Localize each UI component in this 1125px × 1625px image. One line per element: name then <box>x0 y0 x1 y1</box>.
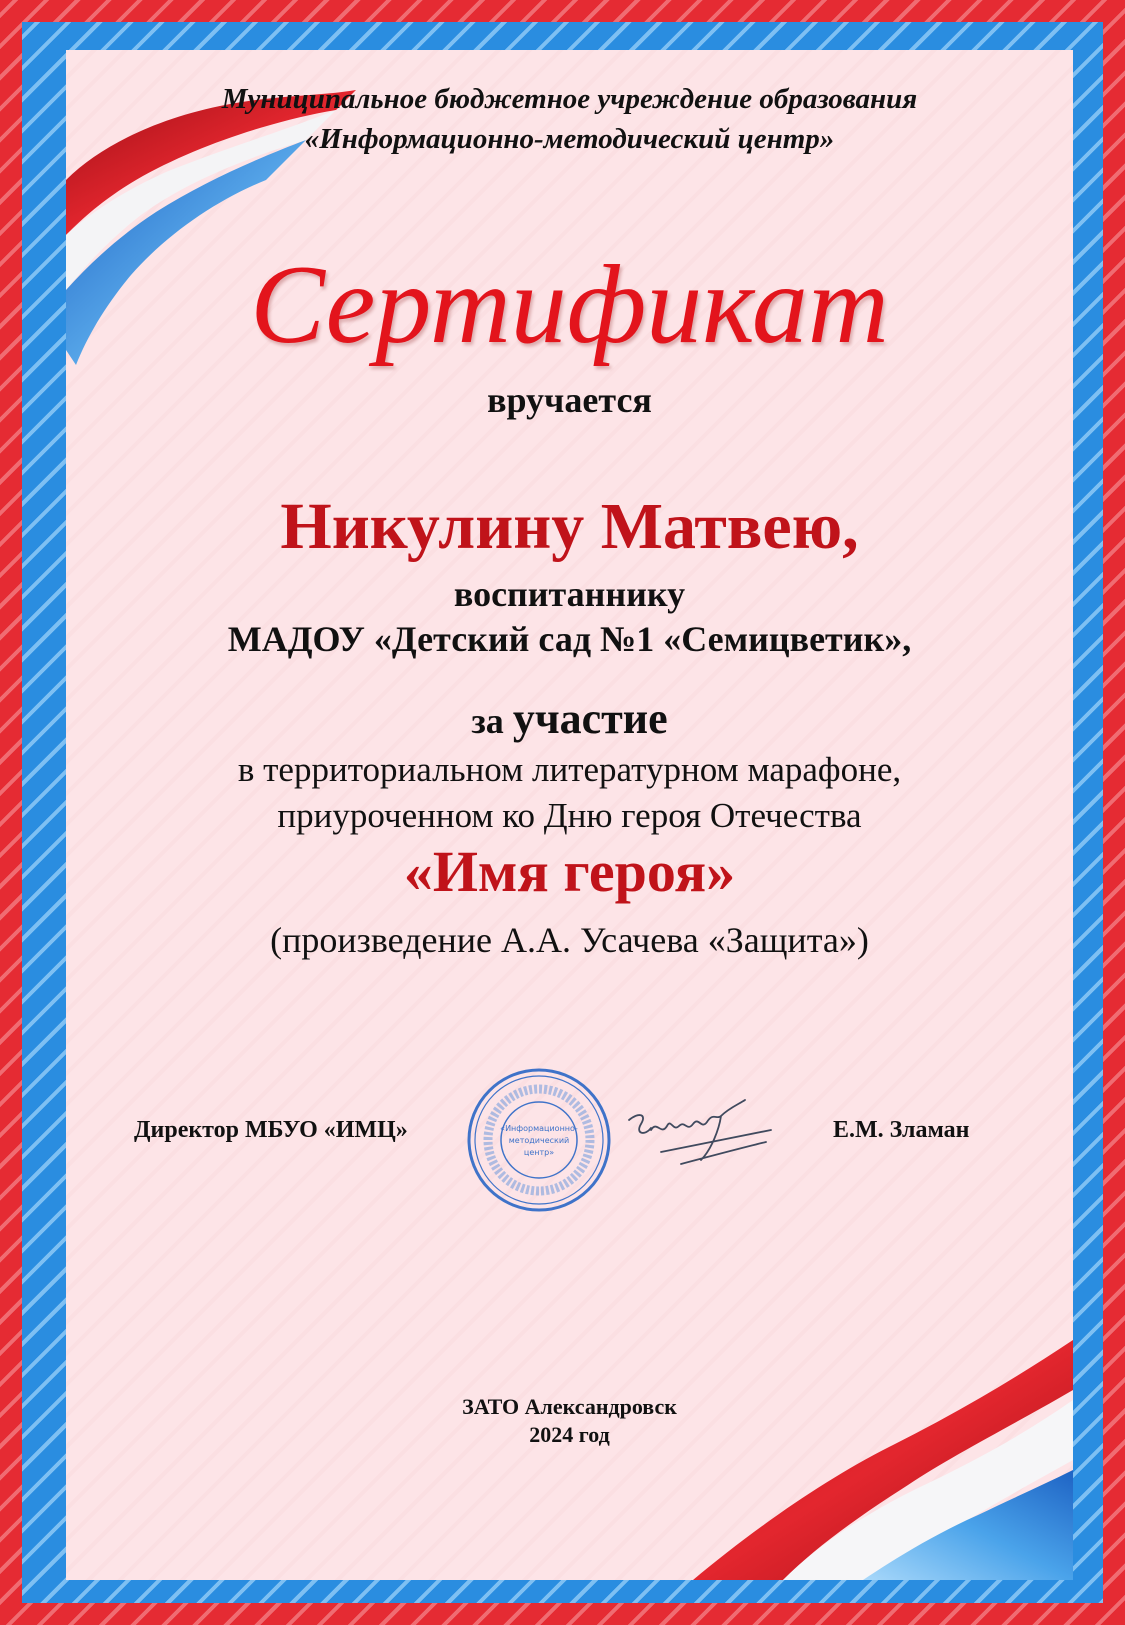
work-title: (произведение А.А. Усачева «Защита») <box>270 920 869 960</box>
reason-word: участие <box>512 694 668 743</box>
reason-heading <box>66 696 1073 744</box>
director-position: Директор МБУО «ИМЦ» <box>134 1117 408 1143</box>
recipient-role: воспитаннику <box>453 574 686 614</box>
footer-year: 2024 год <box>529 1422 610 1447</box>
svg-text:центр»: центр» <box>523 1148 555 1157</box>
certificate-page <box>66 50 1073 1580</box>
organization-line-2: «Информационно-методический центр» <box>304 123 835 155</box>
director-name: Е.М. Зламан <box>833 1117 970 1143</box>
event-name: «Имя героя» <box>403 839 736 904</box>
svg-text:«Информационно-: «Информационно- <box>500 1124 578 1133</box>
reason-prefix: за <box>471 701 504 741</box>
reason-line-1: в территориальном литературном марафоне, <box>237 750 902 789</box>
svg-text:методический: методический <box>508 1136 570 1145</box>
organization-line-1: Муниципальное бюджетное учреждение образования <box>221 83 918 115</box>
signature-scribble <box>621 1090 781 1180</box>
official-stamp <box>464 1065 614 1215</box>
recipient-institution: МАДОУ «Детский сад №1 «Семицветик», <box>227 619 912 659</box>
reason-line-2: приуроченном ко Дню героя Отечества <box>277 796 862 835</box>
certificate-title: Сертификат <box>250 243 889 367</box>
presented-text: вручается <box>487 380 652 420</box>
footer-place: ЗАТО Александровск <box>462 1394 677 1419</box>
recipient-name: Никулину Матвею, <box>280 490 859 563</box>
